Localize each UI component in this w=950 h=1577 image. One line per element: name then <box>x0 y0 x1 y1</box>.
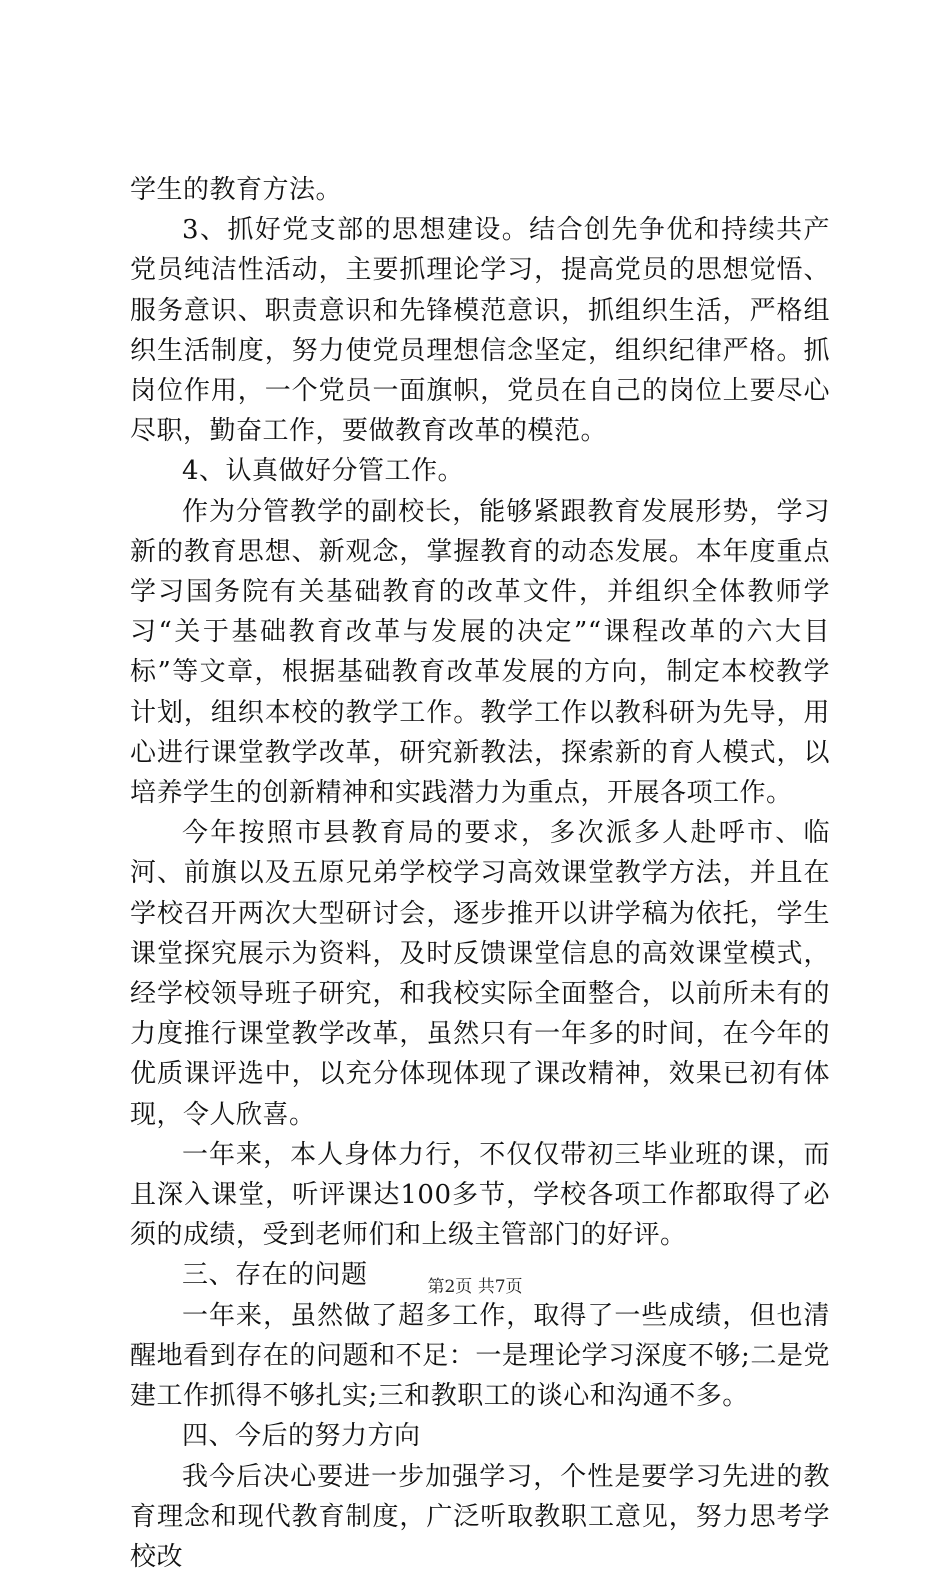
document-body <box>130 170 830 1577</box>
paragraph-problems: 一年来，虽然做了超多工作，取得了一些成绩，但也清醒地看到存在的问题和不足：一是理论学习深度不够;二是党建工作抓得不够扎实;三和教职工的谈心和沟通不多。 <box>130 1296 830 1417</box>
page-number-footer: 第2页 共7页 <box>0 1272 950 1297</box>
paragraph-heading-supervised-work: 4、认真做好分管工作。 <box>130 451 830 491</box>
paragraph-continuation: 学生的教育方法。 <box>130 170 830 210</box>
section-heading-future-direction: 四、今后的努力方向 <box>130 1416 830 1456</box>
paragraph-future-direction: 我今后决心要进一步加强学习，个性是要学习先进的教育理念和现代教育制度，广泛听取教职工意见，努力思考学校改 <box>130 1457 830 1577</box>
section-heading-problems: 三、存在的问题 <box>130 1255 830 1295</box>
paragraph-personal-practice: 一年来，本人身体力行，不仅仅带初三毕业班的课，而且深入课堂，听评课达100多节，学校各项工作都取得了必须的成绩，受到老师们和上级主管部门的好评。 <box>130 1135 830 1256</box>
paragraph-teaching-management: 作为分管教学的副校长，能够紧跟教育发展形势，学习新的教育思想、新观念，掌握教育的动态发展。本年度重点学习国务院有关基础教育的改革文件，并组织全体教师学习“关于基础教育改革与发展的决定”“课程改革的六大目标”等文章，根据基础教育改革发展的方向，制定本校教学计划，组织本校的教学工作。教学工作以教科研为先导，用心进行课堂教学改革，研究新教法，探索新的育人模式，以培养学生的创新精神和实践潜力为重点，开展各项工作。 <box>130 492 830 814</box>
paragraph-party-branch-building: 3、抓好党支部的思想建设。结合创先争优和持续共产党员纯洁性活动，主要抓理论学习，提高党员的思想觉悟、服务意识、职责意识和先锋模范意识，抓组织生活，严格组织生活制度，努力使党员理想信念坚定，组织纪律严格。抓岗位作用，一个党员一面旗帜，党员在自己的岗位上要尽心尽职，勤奋工作，要做教育改革的模范。 <box>130 210 830 451</box>
paragraph-classroom-reform: 今年按照市县教育局的要求，多次派多人赴呼市、临河、前旗以及五原兄弟学校学习高效课堂教学方法，并且在学校召开两次大型研讨会，逐步推开以讲学稿为依托，学生课堂探究展示为资料，及时反馈课堂信息的高效课堂模式，经学校领导班子研究，和我校实际全面整合，以前所未有的力度推行课堂教学改革，虽然只有一年多的时间，在今年的优质课评选中，以充分体现体现了课改精神，效果已初有体现，令人欣喜。 <box>130 813 830 1135</box>
